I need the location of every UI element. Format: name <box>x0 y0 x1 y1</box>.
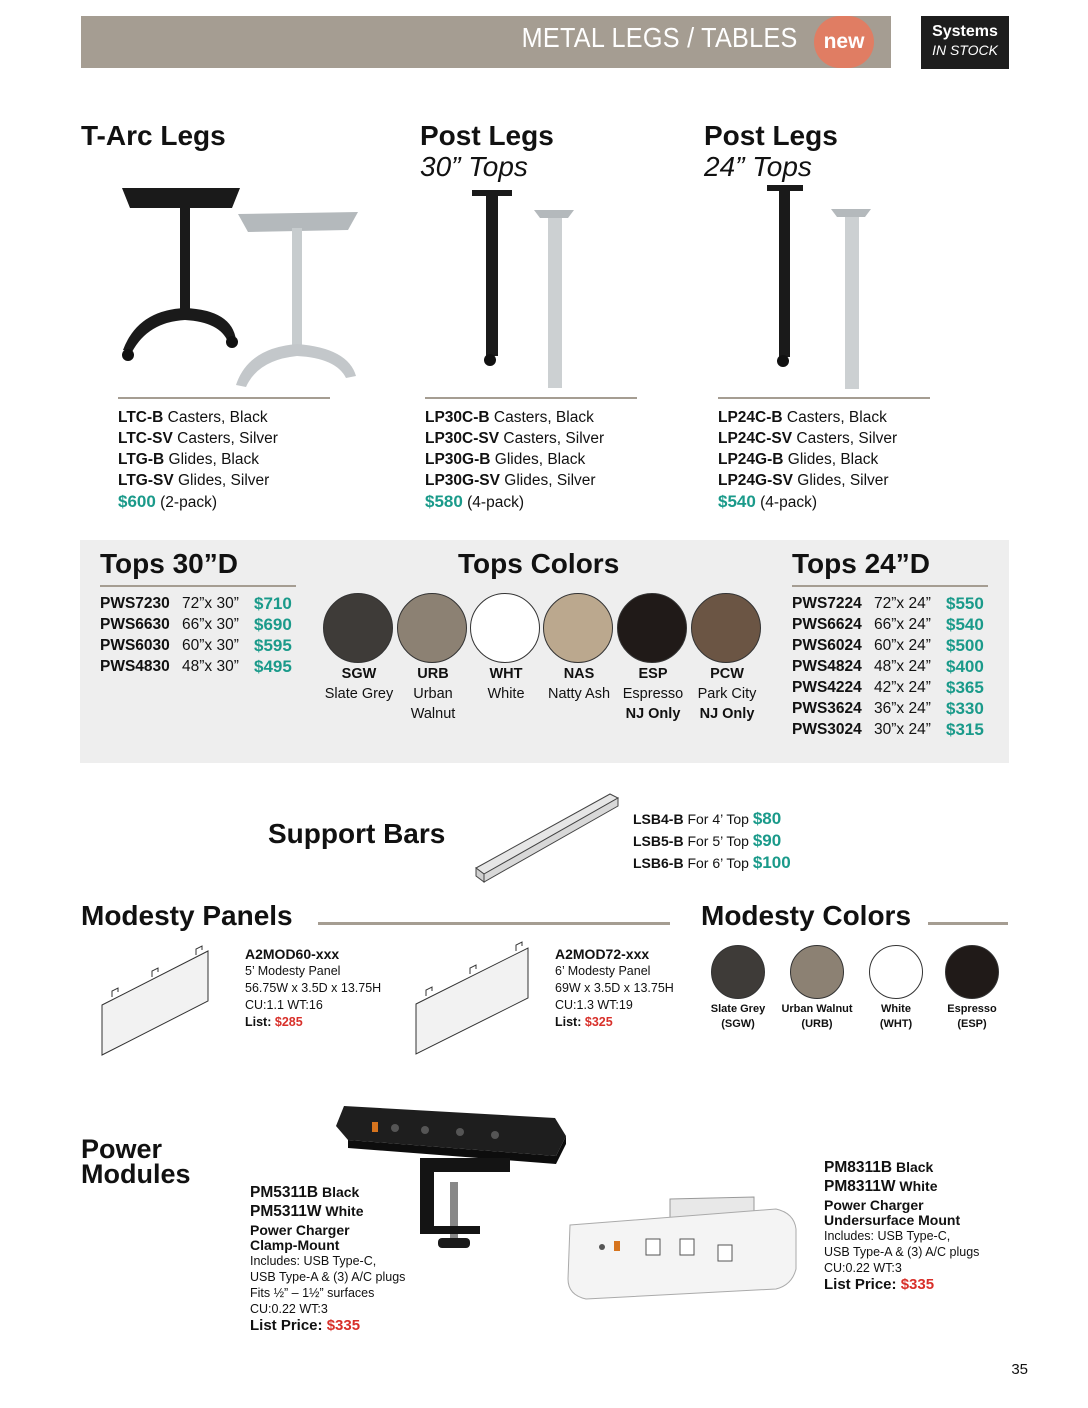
top-colors-swatches <box>323 593 768 753</box>
color-chip <box>869 945 923 999</box>
swatch-sgw: SGW Slate Grey <box>323 593 395 704</box>
modesty-colors-title: Modesty Colors <box>701 900 912 931</box>
color-chip <box>323 593 393 663</box>
spec-row: LP24C-SV Casters, Silver <box>718 430 898 447</box>
spec-row: LP30G-SV Glides, Silver <box>425 472 596 489</box>
tarc-title: T-Arc Legs <box>81 120 226 151</box>
post30-subtitle: 30” Tops <box>420 151 528 182</box>
power-modules-title: Power Modules <box>81 1134 191 1189</box>
modesty-swatch-esp: Espresso (ESP) <box>934 945 1010 1032</box>
badge-line1: Systems <box>932 23 998 40</box>
color-chip <box>617 593 687 663</box>
spec-row: LSB4-B For 4’ Top $80 <box>633 809 782 828</box>
undersurface-spec: PM8311B Black PM8311W White Power Charger Undersurface Mount Includes: USB Type-C, USB Type-A & (3) A/C plugs CU:0.22 WT:3 List Price: $335 <box>824 1159 980 1293</box>
swatch-nas: NAS Natty Ash <box>543 593 615 704</box>
systems-in-stock-badge <box>921 16 1009 69</box>
table-row: PWS3024 30”x 24” $315 <box>792 720 984 739</box>
spec-row: LP24C-B Casters, Black <box>718 409 887 426</box>
table-row: PWS6024 60”x 24” $500 <box>792 636 984 655</box>
swatch-wht: WHT White <box>470 593 542 704</box>
color-chip <box>790 945 844 999</box>
color-chip <box>470 593 540 663</box>
price-row: $540 (4-pack) <box>718 492 817 511</box>
spec-row: LP30C-B Casters, Black <box>425 409 594 426</box>
tops30-rule <box>100 585 296 587</box>
table-row: PWS6030 60”x 30” $595 <box>100 636 292 655</box>
tops24-rule <box>792 585 988 587</box>
spec-row: LP30C-SV Casters, Silver <box>425 430 605 447</box>
support-bars-list <box>633 808 791 874</box>
color-chip <box>711 945 765 999</box>
table-row: PWS4224 42”x 24” $365 <box>792 678 984 697</box>
badge-line2: IN STOCK <box>932 42 998 58</box>
tops24-table <box>792 593 984 740</box>
table-row: PWS4824 48”x 24” $400 <box>792 657 984 676</box>
modesty-swatch-sgw: Slate Grey (SGW) <box>700 945 776 1032</box>
post24-rule <box>718 397 930 399</box>
swatch-urb: URB Urban Walnut <box>397 593 469 724</box>
modesty-72-spec: A2MOD72-xxx 6’ Modesty Panel 69W x 3.5D x 13.75H CU:1.3 WT:19 List: $325 <box>555 946 674 1029</box>
color-chip <box>397 593 467 663</box>
spec-row: LP30G-B Glides, Black <box>425 451 586 468</box>
support-bars-title: Support Bars <box>268 818 446 849</box>
price-row: $600 (2-pack) <box>118 492 217 511</box>
spec-row: LSB5-B For 5’ Top $90 <box>633 831 782 850</box>
post24-legs-image <box>765 185 885 395</box>
table-row: PWS4830 48”x 30” $495 <box>100 657 292 676</box>
spec-row: LTG-B Glides, Black <box>118 451 259 468</box>
modesty-colors-rule <box>928 922 1008 925</box>
table-row: PWS7230 72”x 30” $710 <box>100 594 292 613</box>
spec-row: LTC-B Casters, Black <box>118 409 268 426</box>
page-number: 35 <box>1011 1361 1028 1378</box>
modesty-panels-title: Modesty Panels <box>81 900 293 931</box>
post30-rule <box>425 397 637 399</box>
page-title: METAL LEGS / TABLES <box>522 22 798 53</box>
modesty-swatch-wht: White (WHT) <box>858 945 934 1032</box>
swatch-esp: ESP Espresso NJ Only <box>617 593 689 724</box>
spec-row: LP24G-B Glides, Black <box>718 451 879 468</box>
modesty-swatch-urb: Urban Walnut (URB) <box>776 945 858 1032</box>
modesty-color-swatches <box>700 945 1010 1035</box>
spec-row: LTG-SV Glides, Silver <box>118 472 270 489</box>
post24-title: Post Legs <box>704 120 838 151</box>
table-row: PWS7224 72”x 24” $550 <box>792 594 984 613</box>
tops30-title: Tops 30”D <box>100 548 238 579</box>
tarc-legs-image <box>108 180 368 392</box>
spec-row: LP24G-SV Glides, Silver <box>718 472 889 489</box>
tarc-spec-list <box>118 407 278 513</box>
new-badge: new <box>814 16 874 68</box>
price-row: $580 (4-pack) <box>425 492 524 511</box>
spec-row: LTC-SV Casters, Silver <box>118 430 278 447</box>
post30-spec-list <box>425 407 604 513</box>
post30-title: Post Legs <box>420 120 554 151</box>
tarc-rule <box>118 397 330 399</box>
post24-spec-list <box>718 407 897 513</box>
modesty-panels-rule <box>318 922 670 925</box>
color-chip <box>543 593 613 663</box>
tops30-table <box>100 593 292 677</box>
table-row: PWS3624 36”x 24” $330 <box>792 699 984 718</box>
tops24-title: Tops 24”D <box>792 548 930 579</box>
table-row: PWS6630 66”x 30” $690 <box>100 615 292 634</box>
support-bar-image <box>470 788 620 886</box>
color-chip <box>945 945 999 999</box>
post30-legs-image <box>470 190 590 390</box>
clamp-mount-spec: PM5311B Black PM5311W White Power Charger Clamp-Mount Includes: USB Type-C, USB Type-A & (3) A/C plugs Fits ½” – 1½” surfaces CU:0.22 WT:3 List Price: $335 <box>250 1184 406 1334</box>
post24-subtitle: 24” Tops <box>704 151 812 182</box>
table-row: PWS6624 66”x 24” $540 <box>792 615 984 634</box>
undersurface-module-image <box>562 1195 802 1305</box>
top-colors-title: Tops Colors <box>458 548 620 579</box>
swatch-pcw: PCW Park City NJ Only <box>691 593 763 724</box>
modesty-panel-60-image <box>98 945 218 1060</box>
modesty-panel-72-image <box>412 940 537 1058</box>
color-chip <box>691 593 761 663</box>
modesty-60-spec: A2MOD60-xxx 5’ Modesty Panel 56.75W x 3.5D x 13.75H CU:1.1 WT:16 List: $285 <box>245 946 382 1029</box>
spec-row: LSB6-B For 6’ Top $100 <box>633 853 791 872</box>
